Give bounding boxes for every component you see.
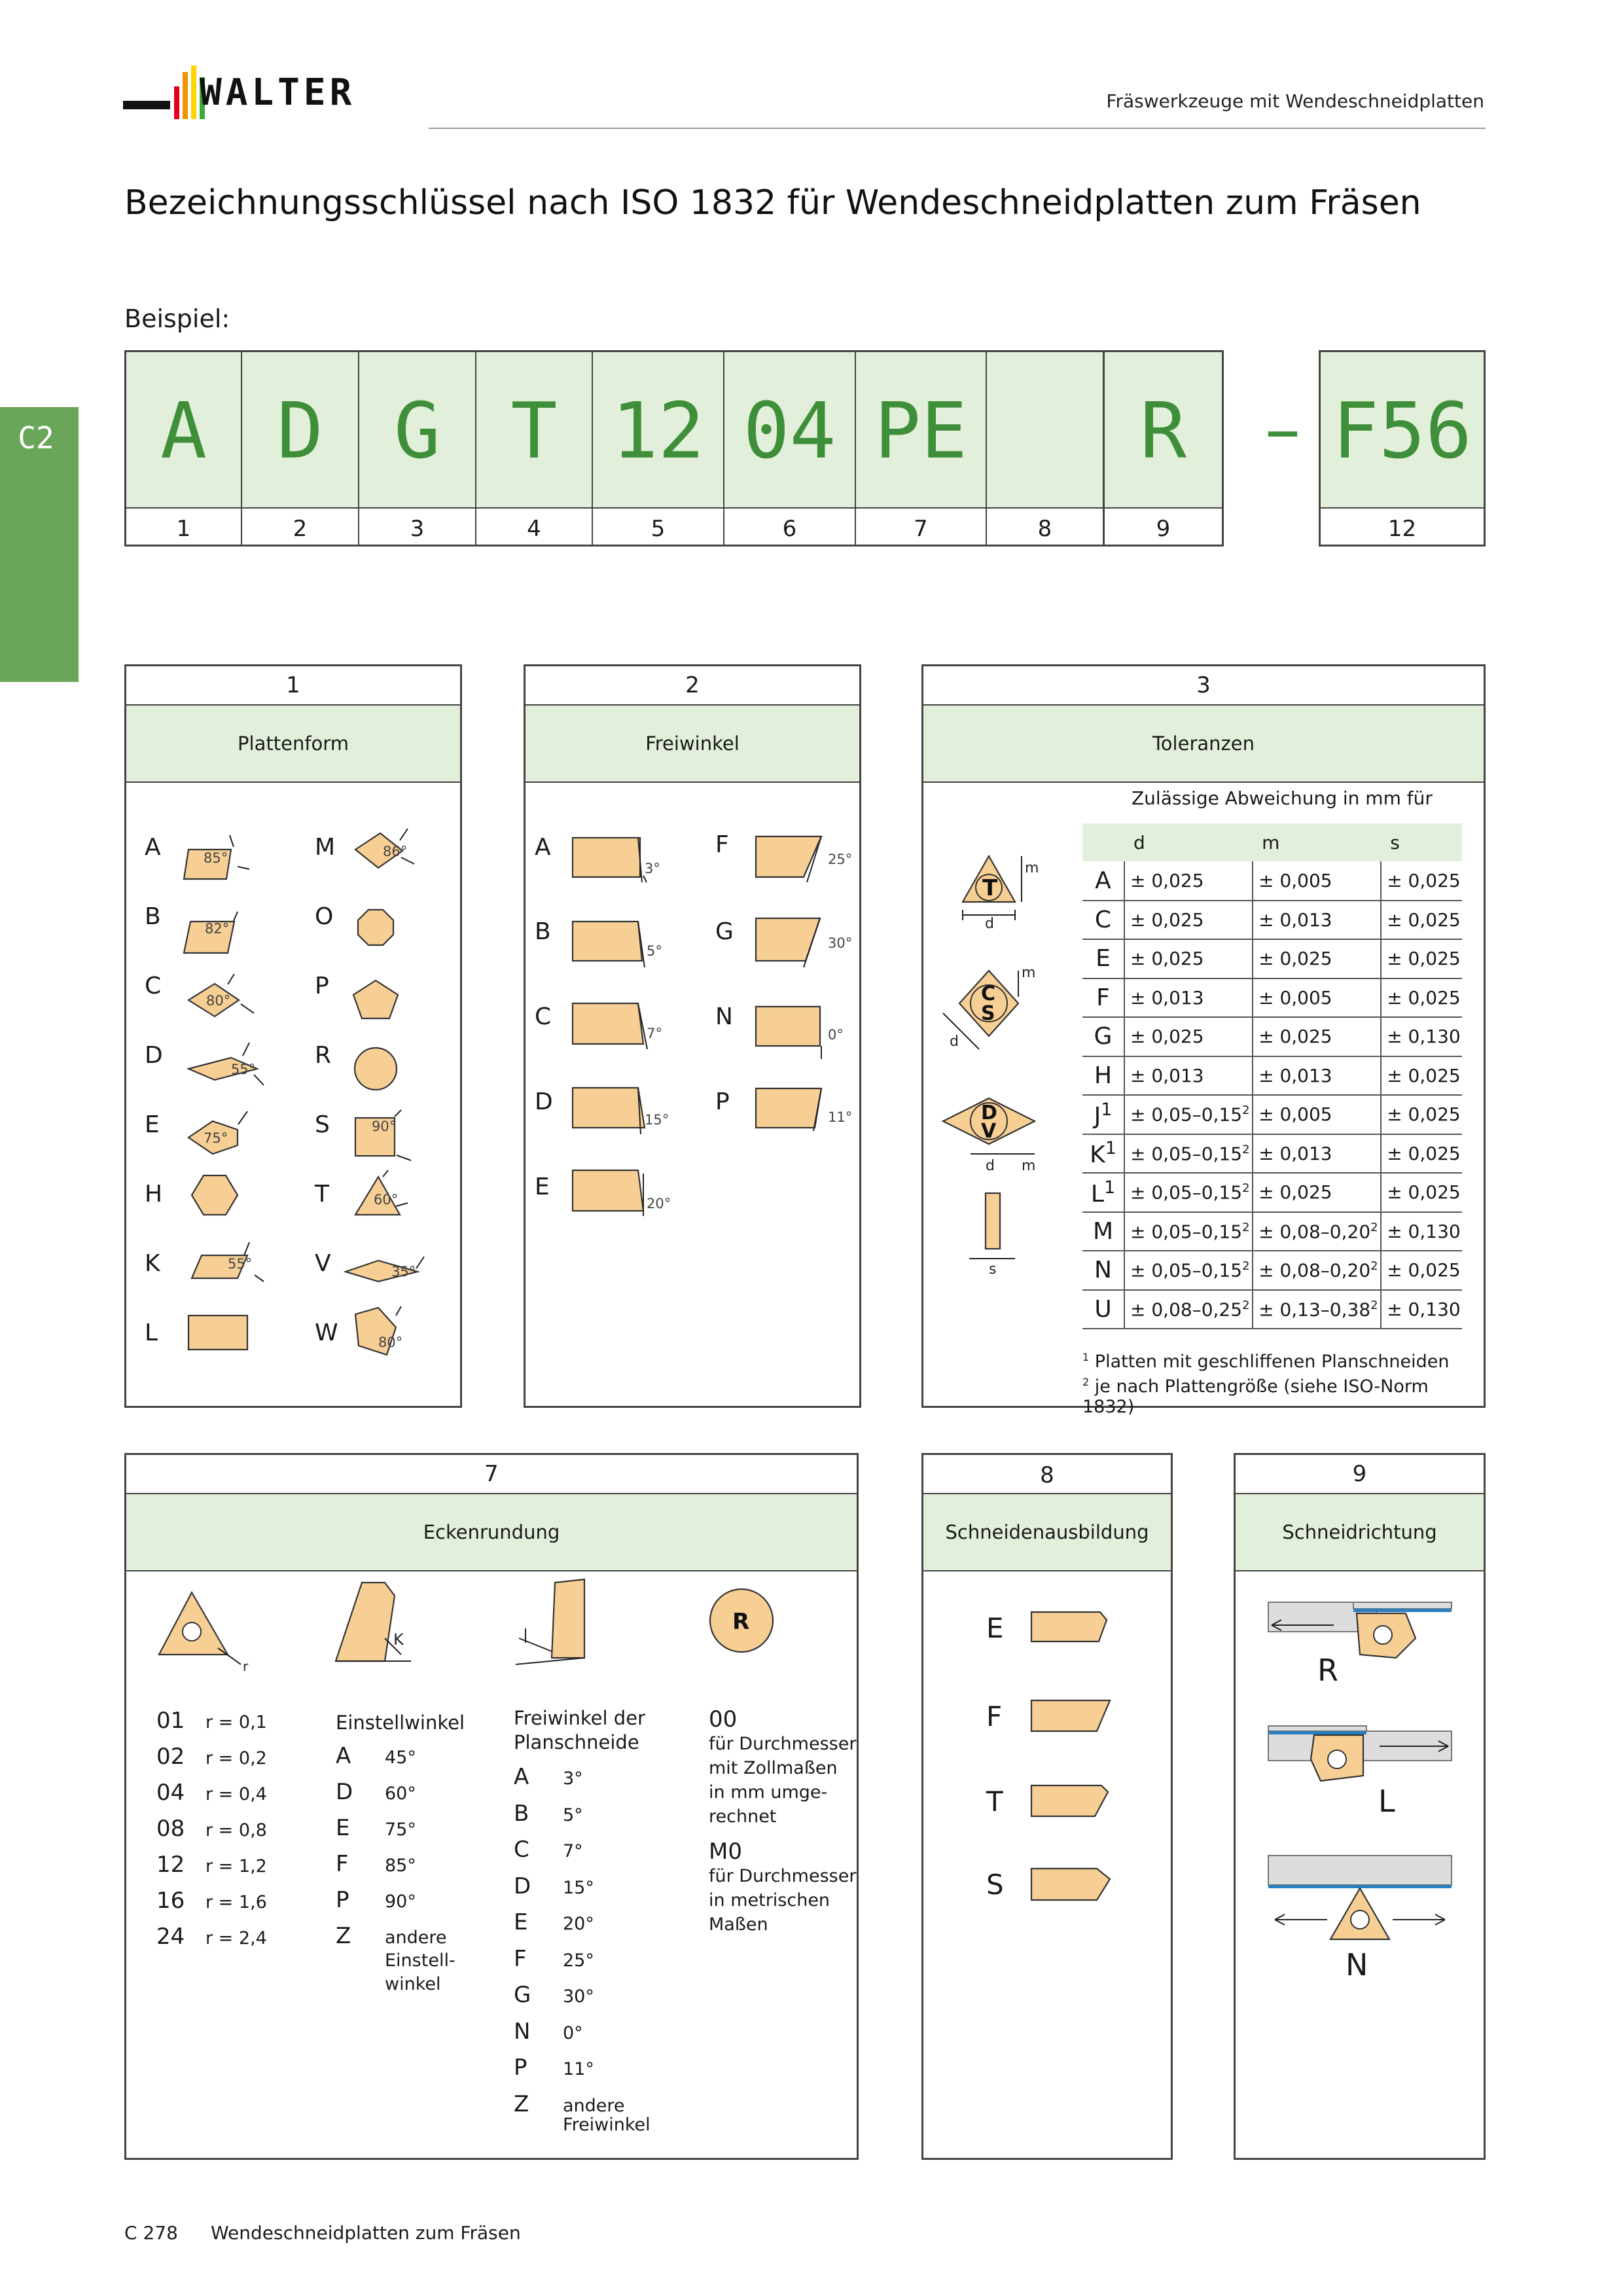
box-schneidrichtung xyxy=(1234,1453,1486,2160)
clearance-diagrams xyxy=(526,784,859,1406)
box-title: Toleranzen xyxy=(923,706,1484,783)
shape-key: K xyxy=(145,1250,160,1277)
edge-key: T xyxy=(986,1785,1003,1818)
box-number: 7 xyxy=(126,1455,857,1494)
svg-text:S: S xyxy=(981,1002,995,1025)
tol-label-T: T xyxy=(982,875,998,901)
table-row: U ± $0,08-0,25^2$ ± $0,13-0,38^2$ ± 0,130 xyxy=(1082,1290,1462,1329)
tolerance-diagrams xyxy=(930,836,1087,1278)
code-value: D xyxy=(276,386,324,476)
svg-text:V: V xyxy=(981,1120,997,1143)
svg-text:80°: 80° xyxy=(206,993,231,1009)
col-header: m xyxy=(1253,823,1381,861)
svg-text:20°: 20° xyxy=(647,1196,671,1211)
einstell-title: Einstellwinkel xyxy=(336,1712,465,1734)
box-number: 1 xyxy=(126,666,460,706)
footnote-1: $^1$ Platten mit geschliffenen Planschneiden xyxy=(1082,1351,1450,1372)
box-toleranzen xyxy=(921,664,1486,1417)
clearance-key: A xyxy=(535,834,551,861)
box-title: Freiwinkel xyxy=(526,706,859,783)
einstell-list: A 45° D 60° E 75° F 85° P 90° Z andere xyxy=(336,1743,447,1949)
brand-name: WALTER xyxy=(200,71,356,114)
box-eckenrundung xyxy=(124,1453,859,2160)
shape-key: R xyxy=(315,1042,332,1069)
svg-text:55°: 55° xyxy=(231,1062,256,1077)
svg-text:3°: 3° xyxy=(645,861,660,876)
edge-diagrams xyxy=(923,1573,1172,1965)
svg-text:82°: 82° xyxy=(205,921,230,937)
shape-key: C xyxy=(145,973,162,999)
table-row: A ± 0,025 ± 0,005 ± 0,025 xyxy=(1082,861,1462,901)
clearance-key: N xyxy=(715,1003,733,1030)
table-row: F ± 0,013 ± 0,005 ± 0,025 xyxy=(1082,978,1462,1018)
code-value-last: F56 xyxy=(1332,386,1472,476)
svg-text:25°: 25° xyxy=(828,852,853,867)
svg-text:d: d xyxy=(985,916,994,932)
clearance-key: F xyxy=(715,831,729,858)
svg-text:11°: 11° xyxy=(828,1109,853,1125)
clearance-key: E xyxy=(535,1174,550,1200)
svg-text:55°: 55° xyxy=(228,1256,253,1272)
direction-diagrams xyxy=(1236,1573,1484,1965)
table-row: N ± $0,05-0,15^2$ ± $0,08-0,20^2$ ± 0,025 xyxy=(1082,1251,1462,1290)
box-number: 9 xyxy=(1236,1455,1484,1494)
svg-text:R: R xyxy=(732,1609,750,1635)
shape-diagrams xyxy=(126,784,460,1406)
box-number: 2 xyxy=(526,666,859,706)
box-plattenform xyxy=(124,664,462,1408)
svg-text:D: D xyxy=(981,1102,997,1124)
page-title: Bezeichnungsschlüssel nach ISO 1832 für Wendeschneidplatten zum Fräsen xyxy=(124,183,1421,223)
box-schneidenausbildung xyxy=(921,1453,1173,2160)
svg-text:15°: 15° xyxy=(645,1112,669,1128)
clearance-key: P xyxy=(715,1088,730,1115)
svg-text:86°: 86° xyxy=(383,844,408,859)
box-number: 3 xyxy=(923,666,1484,706)
table-row: G ± 0,025 ± 0,025 ± 0,130 xyxy=(1082,1017,1462,1056)
clearance-key: C xyxy=(535,1003,552,1030)
footer-page: C 278 xyxy=(124,2222,178,2244)
svg-text:0°: 0° xyxy=(828,1027,844,1043)
shape-key: M xyxy=(315,834,336,861)
box-title: Plattenform xyxy=(126,706,460,783)
diameter-00: 00 für Durchmesser mit Zollmaßen in mm umge- rechnet xyxy=(709,1706,857,1827)
svg-text:75°: 75° xyxy=(204,1130,228,1146)
einstell-extra: Einstell- winkel xyxy=(385,1950,455,1994)
svg-text:80°: 80° xyxy=(378,1335,403,1350)
svg-text:C: C xyxy=(981,982,996,1005)
direction-key: N xyxy=(1346,1947,1368,1982)
side-tab xyxy=(0,407,79,682)
code-dash: – xyxy=(1264,387,1301,471)
diameter-m0: M0 für Durchmesser in metrischen Maßen xyxy=(709,1839,857,1935)
example-label: Beispiel: xyxy=(124,304,230,333)
shape-key: L xyxy=(145,1319,158,1346)
code-last xyxy=(1319,350,1486,547)
svg-text:5°: 5° xyxy=(647,943,662,959)
shape-key: V xyxy=(315,1250,331,1277)
code-number: 8 xyxy=(1037,516,1052,542)
code-number: 7 xyxy=(914,516,928,542)
shape-key: W xyxy=(315,1319,338,1346)
shape-key: P xyxy=(315,973,329,999)
shape-key: O xyxy=(315,903,334,930)
shape-key: S xyxy=(315,1111,330,1138)
code-strip xyxy=(124,350,1224,547)
footer-text: Wendeschneidplatten zum Fräsen xyxy=(211,2222,521,2244)
code-number: 9 xyxy=(1156,516,1171,542)
table-row: C ± 0,025 ± 0,013 ± 0,025 xyxy=(1082,901,1462,940)
corner-diagrams xyxy=(126,1573,853,1691)
shape-key: H xyxy=(145,1181,163,1208)
svg-text:m: m xyxy=(1025,860,1039,876)
table-row: $J^1$ ± $0,05-0,15^2$ ± 0,005 ± 0,025 xyxy=(1082,1095,1462,1134)
side-tab-label: C2 xyxy=(18,420,54,456)
edge-key: F xyxy=(986,1700,1003,1732)
shape-key: D xyxy=(145,1042,163,1069)
tolerance-table xyxy=(1082,823,1462,1329)
svg-text:90°: 90° xyxy=(372,1119,397,1134)
svg-text:35°: 35° xyxy=(391,1264,416,1280)
code-number: 5 xyxy=(651,516,666,542)
svg-text:K: K xyxy=(393,1630,404,1649)
code-value: R xyxy=(1139,386,1187,476)
code-value: G xyxy=(393,386,441,476)
col-header: s xyxy=(1381,823,1462,861)
box-title: Schneidrichtung xyxy=(1236,1494,1484,1571)
shape-key: E xyxy=(145,1111,160,1138)
svg-text:s: s xyxy=(989,1261,997,1278)
code-number: 1 xyxy=(176,516,191,542)
col-header: d xyxy=(1124,823,1253,861)
svg-text:30°: 30° xyxy=(828,935,853,951)
box-freiwinkel xyxy=(524,664,861,1408)
header-rule xyxy=(429,128,1486,129)
svg-text:r: r xyxy=(243,1659,249,1674)
code-value: A xyxy=(160,386,207,476)
edge-key: S xyxy=(986,1869,1004,1901)
section-title: Fräswerkzeuge mit Wendeschneidplatten xyxy=(1106,90,1484,112)
code-value: PE xyxy=(874,386,968,476)
clearance-key: D xyxy=(535,1088,553,1115)
code-number: 4 xyxy=(527,516,541,542)
direction-key: R xyxy=(1317,1653,1338,1688)
frei-list: A 3° B 5° C 7° D 15° E 20° F 25° G 30° N 0° P 11° Z andere xyxy=(514,1764,625,2117)
svg-text:85°: 85° xyxy=(204,850,228,866)
shape-key: B xyxy=(145,903,161,930)
clearance-key: B xyxy=(535,918,551,945)
svg-text:7°: 7° xyxy=(647,1026,662,1041)
table-row: $L^1$ ± $0,05-0,15^2$ ± 0,025 ± 0,025 xyxy=(1082,1173,1462,1212)
svg-text:m: m xyxy=(1022,965,1036,981)
radius-row: 01 r = 0,1 02 r = 0,2 04 r = 0,4 08 r = 0,8 12 r = 1,2 16 r = 1,6 24 r = 2,4 xyxy=(156,1708,267,1950)
svg-text:d: d xyxy=(950,1033,959,1050)
shape-key: T xyxy=(315,1181,329,1208)
svg-text:60°: 60° xyxy=(374,1192,399,1208)
footnote-2: $^2$ je nach Plattengröße (siehe ISO-Norm 1832) xyxy=(1082,1376,1429,1417)
clearance-key: G xyxy=(715,918,734,945)
box-title: Schneidenausbildung xyxy=(923,1494,1171,1571)
tolerance-subtitle: Zulässige Abweichung in mm für xyxy=(1132,787,1433,809)
table-row: E ± 0,025 ± 0,025 ± 0,025 xyxy=(1082,939,1462,978)
frei-title: Freiwinkel der Planschneide xyxy=(514,1707,645,1753)
svg-text:d: d xyxy=(986,1158,995,1174)
table-row: $K^1$ ± $0,05-0,15^2$ ± 0,013 ± 0,025 xyxy=(1082,1134,1462,1174)
code-number: 3 xyxy=(410,516,425,542)
box-number: 8 xyxy=(923,1455,1171,1494)
edge-key: E xyxy=(986,1612,1004,1644)
shape-key: A xyxy=(145,834,161,861)
code-number-last: 12 xyxy=(1387,516,1417,542)
code-value: 04 xyxy=(743,386,836,476)
direction-key: L xyxy=(1378,1784,1395,1819)
box-title: Eckenrundung xyxy=(126,1494,857,1571)
table-row: H ± 0,013 ± 0,013 ± 0,025 xyxy=(1082,1056,1462,1096)
code-value xyxy=(987,352,1103,509)
table-row: M ± $0,05-0,15^2$ ± $0,08-0,20^2$ ± 0,130 xyxy=(1082,1212,1462,1251)
code-value: T xyxy=(510,386,558,476)
code-number: 6 xyxy=(782,516,797,542)
frei-extra: Freiwinkel xyxy=(563,2115,651,2135)
code-value: 12 xyxy=(611,386,705,476)
svg-text:m: m xyxy=(1022,1158,1036,1174)
code-number: 2 xyxy=(293,516,308,542)
